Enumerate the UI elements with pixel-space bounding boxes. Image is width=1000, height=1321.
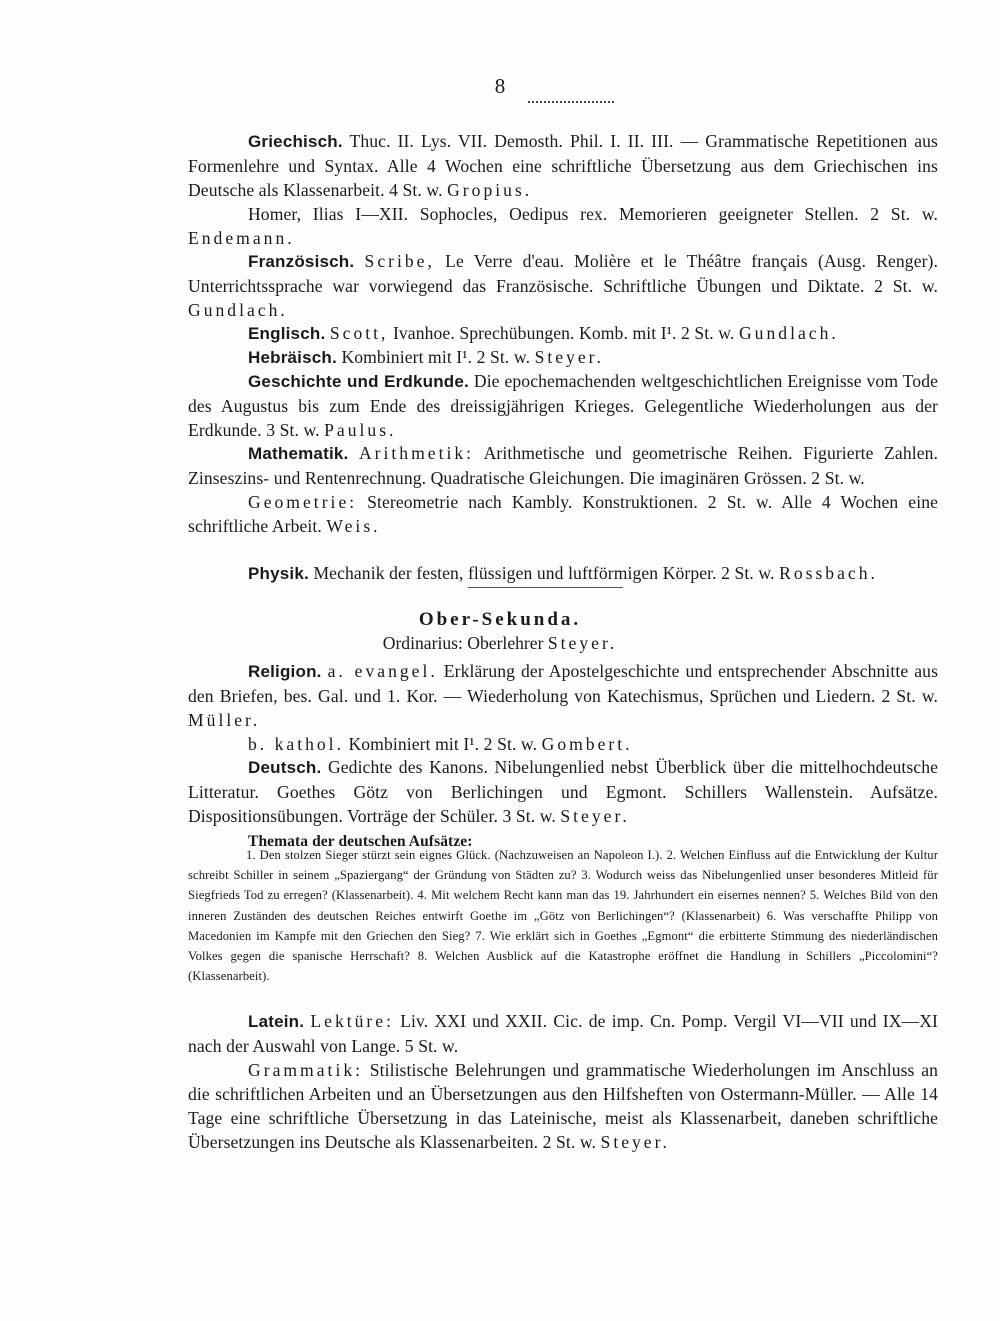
geschichte-heading: Geschichte und Erdkunde. [248,372,469,391]
englisch-heading: Englisch. [248,324,326,343]
geschichte-text: Die epochemachenden weltgeschichtlichen Ereignisse vom Tode des Augustus bis zum Ende des dreissigjährigen Krieges. Gelegentliche Wiederholungen aus der Erdkunde. 3 St. w. [188,371,939,440]
grammatik-text: Stilistische Belehrungen und grammatische Wiederholungen im Anschluss an die schriftlichen Arbeiten und an Übersetzungen aus den Hilfsheften von Ostermann-Müller. — Alle 14 Tage eine schriftliche Übersetzung in das Lateinische, meist als Klassenarbeit, daneben schriftliche Übersetzungen ins Deutsche als Klassenarbeiten. 2 St. w. [188,1060,938,1152]
grammatik-label: Grammatik: [248,1060,364,1080]
deutsch-heading: Deutsch. [248,758,322,777]
franzoesisch-teacher: Gundlach. [188,300,288,320]
latein-teacher: Steyer. [600,1132,670,1152]
religion-kathol-teacher: Gombert. [541,734,633,754]
lektuere-label: Lektüre: [310,1011,394,1031]
religion-kathol-text: Kombiniert mit I¹. 2 St. w. [348,734,538,754]
religion-evangel-text: Erklärung der Apostelgeschichte und entsprechender Abschnitte aus den Briefen, bes. Gal. und 1. Kor. — Wiederholung von Katechismus, Sprüchen und Liedern. 2 St. w. [188,661,939,706]
deutsch-teacher: Steyer. [560,806,630,826]
geometrie-label: Geometrie: [248,492,358,512]
physik-section [188,561,938,586]
mathematik-heading: Mathematik. [248,444,349,463]
hebraeisch-text: Kombiniert mit I¹. 2 St. w. [341,347,531,367]
geometrie-text: Stereometrie nach Kambly. Konstruktionen. 2 St. w. Alle 4 Wochen eine schriftliche Arbeit. [188,492,938,536]
hebraeisch-section [188,345,938,370]
hebraeisch-teacher: Steyer. [534,347,604,367]
englisch-author: Scott, [329,323,389,343]
griechisch-teacher-1: Gropius. [447,180,533,200]
griechisch-text: Thuc. II. Lys. VII. Demosth. Phil. I. II. III. — Grammatische Repetitionen aus Formenlehre und Syntax. Alle 4 Wochen eine schriftliche Übersetzung aus dem Griechischen ins Deutsche als Klassenarbeit. 4 St. w. [188,131,938,200]
ordinarius-name: Steyer. [547,633,618,653]
ordinarius-label: Ordinarius: Oberlehrer [382,633,544,653]
franzoesisch-section [188,249,938,322]
themata-text: 1. Den stolzen Sieger stürzt sein eignes Glück. (Nachzuweisen an Napoleon I.). 2. Welchen Einfluss auf die Entwicklung der Kultur schreibt Schiller in seinem „Spaziergang“ der Gründung von Städten zu? 3. Wodurch weiss das Nibelungenlied unser besonderes Mitleid für Siegfrieds Tod zu erregen? (Klassenarbeit). 4. Mit welchem Recht kann man das 19. Jahrhundert ein eisernes nennen? 5. Welches Bild von den inneren Zuständen des deutschen Reiches entwirft Goethe im „Götz von Berlichingen“? (Klassenarbeit) 6. Was verschaffte Philipp von Macedonien im Kampfe mit den Griechen den Sieg? 7. Wie erklärt sich in Goethes „Egmont“ die erbitterte Stimmung des niederländischen Volkes gegen die spanische Herrschaft? 8. Welchen Ausblick auf die Katastrophe eröffnet die Handlung in Schillers „Piccolomini“? (Klassenarbeit). [188,848,938,984]
physik-teacher: Rossbach. [779,563,878,583]
geschichte-teacher: Paulus. [324,420,397,440]
englisch-section [188,321,938,346]
latein-section [188,1009,938,1154]
franzoesisch-text: Le Verre d'eau. Molière et le Théâtre français (Ausg. Renger). Unterrichtssprache war vorwiegend das Französische. Schriftliche Übungen und Diktate. 2 St. w. [188,251,939,296]
griechisch-section [188,129,938,250]
franzoesisch-heading: Französisch. [248,252,355,271]
physik-heading: Physik. [248,564,309,583]
religion-heading: Religion. [248,662,322,681]
griechisch-teacher-2: Endemann. [188,228,295,248]
arithmetik-text: Arithmetische und geometrische Reihen. Figurierte Zahlen. Zinseszins- und Rentenrechnung. Quadratische Gleichungen. Die imaginären Grössen. 2 St. w. [188,443,939,488]
englisch-teacher: Gundlach. [738,323,839,343]
page-number-ornament [528,101,614,103]
geschichte-section [188,369,938,442]
religion-section [188,659,938,756]
deutsch-text: Gedichte des Kanons. Nibelungenlied nebst Überblick über die mittelhochdeutsche Litteratur. Goethes Götz von Berlichingen und Egmont. Schillers Wallenstein. Aufsätze. Dispositionsübungen. Vorträge der Schüler. 3 St. w. [188,757,938,826]
religion-evangel-label: a. evangel. [327,661,438,681]
religion-evangel-teacher: Müller. [188,710,261,730]
mathematik-teacher: Weis. [326,516,381,536]
ordinarius-line [0,633,1000,654]
arithmetik-label: Arithmetik: [358,443,475,463]
themata-heading: Themata der deutschen Aufsätze: [248,833,473,850]
griechisch-text-2: Homer, Ilias I—XII. Sophocles, Oedipus rex. Memorieren geeigneter Stellen. 2 St. w. [248,204,938,224]
englisch-text: Ivanhoe. Sprechübungen. Komb. mit I¹. 2 St. w. [392,323,735,343]
deutsch-section [188,755,938,854]
mathematik-section [188,441,938,538]
franzoesisch-author: Scribe, [364,251,435,271]
religion-kathol-label: b. kathol. [248,734,344,754]
section-divider [468,587,623,588]
themata-list [188,845,938,986]
section-title: Ober-Sekunda. [418,609,582,630]
griechisch-heading: Griechisch. [248,132,343,151]
lektuere-text: Liv. XXI und XXII. Cic. de imp. Cn. Pomp. Vergil VI—VII und IX—XI nach der Auswahl von Lange. 5 St. w. [188,1011,939,1056]
hebraeisch-heading: Hebräisch. [248,348,337,367]
page-number: 8 [494,74,506,98]
physik-text: Mechanik der festen, flüssigen und luftförmigen Körper. 2 St. w. [313,563,775,583]
latein-heading: Latein. [248,1012,305,1031]
